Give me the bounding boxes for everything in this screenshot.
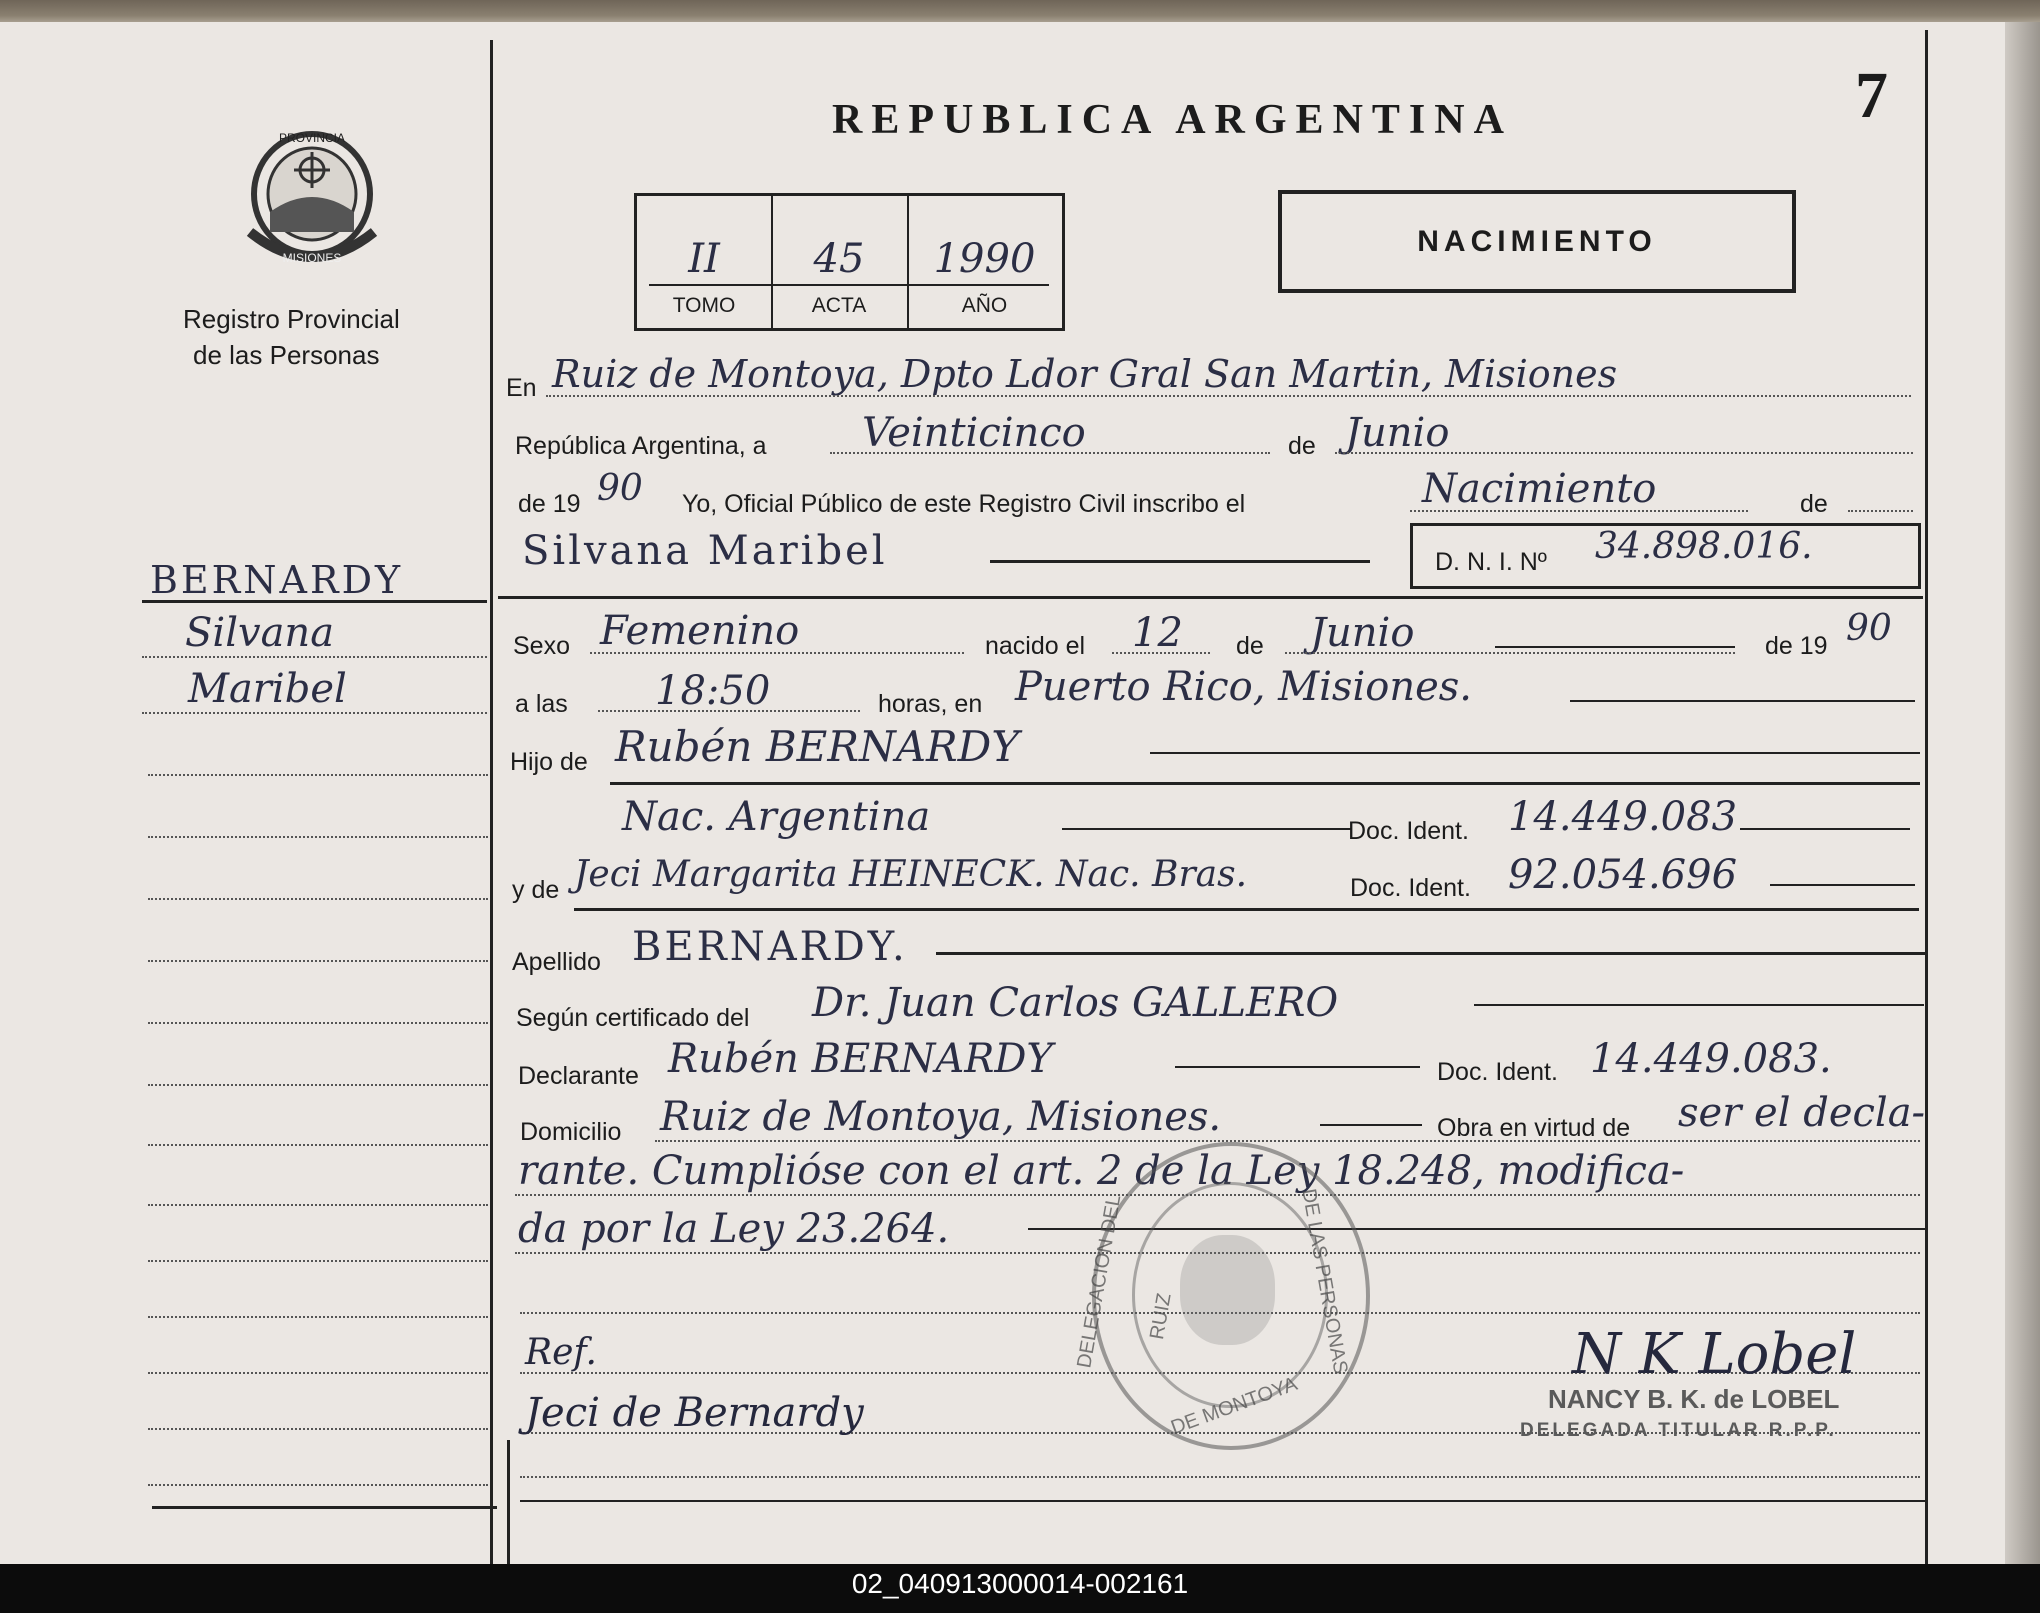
mother-doc: 92.054.696 [1508, 852, 1738, 898]
anio-label: AÑO [961, 294, 1008, 317]
month: Junio [1345, 410, 1450, 456]
seal-bottom-text: DE MONTOYA [1168, 1373, 1301, 1440]
horas-label: horas, en [878, 690, 983, 718]
place-of-registration: Ruiz de Montoya, Dpto Ldor Gral San Martin, Misiones [552, 352, 1618, 396]
apellido-label: Apellido [512, 948, 601, 976]
registry-line2: de las Personas [193, 340, 380, 370]
acta-label: ACTA [811, 294, 867, 317]
seal-emblem-icon [1180, 1235, 1275, 1345]
acta-value: 45 [813, 236, 865, 282]
inscribo-label: Yo, Oficial Público de este Registro Civil inscribo el [682, 490, 1246, 518]
official-title: DELEGADA TITULAR R.P.P. [1520, 1420, 1837, 1441]
father-name: Rubén BERNARDY [615, 722, 1020, 771]
birth-place: Puerto Rico, Misiones. [1015, 664, 1472, 710]
seal-right-arc: DE LAS PERSONAS [1297, 1187, 1352, 1376]
margin-divider [490, 40, 493, 1570]
declarante-label: Declarante [518, 1062, 639, 1090]
country-title: REPUBLICA ARGENTINA [832, 97, 1513, 143]
de-label-2: de [1800, 490, 1828, 518]
tomo-value: II [688, 236, 720, 282]
y-de-label: y de [512, 876, 560, 904]
day-in-words: Veinticinco [862, 410, 1086, 456]
father-doc: 14.449.083 [1508, 794, 1738, 840]
doc-label-1: Doc. Ident. [1348, 817, 1469, 845]
en-label: En [506, 374, 537, 402]
registry-box [634, 193, 1065, 331]
svg-text:PROVINCIA: PROVINCIA [278, 131, 346, 145]
declarante-value: Rubén BERNARDY [668, 1036, 1053, 1082]
apellido-value: BERNARDY. [632, 924, 908, 970]
signature-mother: Jeci de Bernardy [525, 1390, 864, 1436]
anio-value: 1990 [933, 236, 1036, 282]
tomo-label: TOMO [672, 294, 736, 317]
dni-label: D. N. I. Nº [1435, 548, 1547, 576]
obra-line3: da por la Ley 23.264. [518, 1206, 950, 1252]
margin-name1: Silvana [185, 610, 335, 656]
doc-label-3: Doc. Ident. [1437, 1058, 1558, 1086]
margin-surname: BERNARDY [150, 558, 404, 602]
de-label-3: de [1236, 632, 1264, 660]
birth-month: Junio [1310, 610, 1415, 656]
svg-text:MISIONES: MISIONES [282, 251, 342, 265]
birth-day: 12 [1132, 610, 1183, 656]
domicilio-value: Ruiz de Montoya, Misiones. [660, 1094, 1222, 1140]
provincial-emblem-icon [240, 122, 385, 272]
official-signature: N K Lobel [1572, 1322, 1857, 1387]
official-name: NANCY B. K. de LOBEL [1548, 1384, 1840, 1414]
right-border [1925, 30, 1928, 1565]
de-19-label: de 19 [518, 490, 581, 518]
declarante-doc: 14.449.083. [1590, 1036, 1832, 1082]
obra-line2: rante. Cumplióse con el art. 2 de la Ley 18.248, modifica- [518, 1148, 1685, 1194]
event-type: Nacimiento [1422, 466, 1657, 512]
a-las-label: a las [515, 690, 568, 718]
record-type-box: NACIMIENTO [1278, 190, 1796, 293]
segun-label: Según certificado del [516, 1004, 750, 1032]
obra-label: Obra en virtud de [1437, 1114, 1631, 1142]
republica-label: República Argentina, a [515, 432, 767, 460]
signature-ref: Ref. [525, 1332, 597, 1373]
dni-number: 34.898.016. [1595, 526, 1813, 567]
nacido-label: nacido el [985, 632, 1086, 660]
father-nationality: Nac. Argentina [622, 794, 931, 840]
doc-label-2: Doc. Ident. [1350, 874, 1471, 902]
obra-line1: ser el decla- [1678, 1090, 1926, 1136]
birth-time: 18:50 [655, 668, 771, 714]
sexo-value: Femenino [600, 608, 800, 654]
registry-line1: Registro Provincial [183, 304, 400, 334]
mother-name: Jeci Margarita HEINECK. Nac. Bras. [574, 854, 1248, 895]
domicilio-label: Domicilio [520, 1118, 622, 1146]
seal-inner-text: RUIZ [1145, 1291, 1176, 1342]
margin-divider-lower [507, 1440, 510, 1570]
sexo-label: Sexo [513, 632, 570, 660]
de-19-label-2: de 19 [1765, 632, 1828, 660]
person-names: Silvana Maribel [522, 528, 888, 574]
page-edge [2005, 22, 2040, 1564]
scan-id-footer: 02_040913000014-002161 [0, 1564, 2040, 1613]
page-number: 7 [1855, 59, 1888, 132]
dni-box [1410, 523, 1921, 589]
hijo-label: Hijo de [510, 748, 588, 776]
de-label-1: de [1288, 432, 1316, 460]
seal-left-arc: DELEGACION DEL [1073, 1193, 1126, 1370]
year-suffix: 90 [597, 468, 643, 509]
certificado-value: Dr. Juan Carlos GALLERO [812, 980, 1339, 1026]
birth-year-suffix: 90 [1846, 608, 1892, 649]
margin-name2: Maribel [188, 666, 347, 712]
